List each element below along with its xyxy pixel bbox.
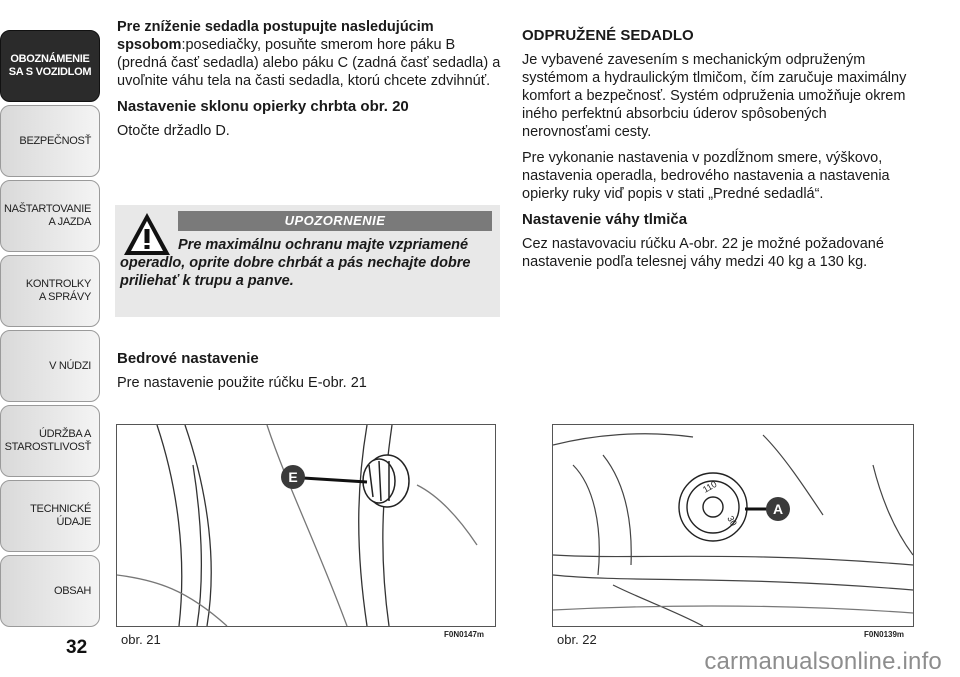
tab-label: NAŠTARTOVANIE A JAZDA (4, 203, 91, 228)
backrest-heading: Nastavenie sklonu opierky chrbta obr. 20 (117, 98, 409, 115)
tab-label: ÚDRŽBA A STAROSTLIVOSŤ (4, 428, 91, 453)
figure-22 (552, 424, 914, 627)
watermark-text: carmanualsonline.info (704, 648, 942, 675)
chapter-sidebar (0, 0, 102, 677)
lowering-lead: Pre zníženie sedadla postupujte nasledujúcim spsobom (117, 19, 434, 53)
lowering-paragraph (117, 18, 502, 90)
tab-v-nudzi[interactable] (0, 330, 100, 402)
right-column (522, 27, 912, 279)
figure-21 (116, 424, 496, 627)
lumbar-heading: Bedrové nastavenie (117, 350, 259, 367)
suspension-paragraph-2: Pre vykonanie nastavenia v pozdĺžnom smere, výškovo, nastavenia operadla, bedrového nastavenia a nastavenia opierky ruky viď popis v stati „Predné sedadlá“. (522, 150, 890, 202)
seat-suspension-illustration (553, 425, 913, 626)
left-column-top (117, 18, 502, 148)
tab-udrzba[interactable] (0, 405, 100, 477)
warning-text: Pre maximálnu ochranu majte vzpriamené operadlo, oprite dobre chrbát a pás nechajte dobre priliehať k trupu a panve. (120, 237, 471, 289)
marker-a: A (772, 501, 784, 517)
figure-21-caption: obr. 21 (121, 632, 161, 647)
seat-lumbar-illustration (117, 425, 495, 626)
dial-label-110: 110 (701, 478, 719, 495)
lowering-text: :posediačky, posuňte smerom hore páku B (predná časť sedadla) alebo páku C (zadná časť sedadla) a uvoľnite váhu tela na časti sedadla, ktorú chcete zdvihnúť. (117, 37, 501, 89)
page-number: 32 (66, 637, 88, 658)
tab-label: OBOZNÁMENIE SA S VOZIDLOM (8, 53, 92, 78)
tab-label: BEZPEČNOSŤ (19, 134, 91, 147)
figure-21-code: F0N0147m (444, 630, 485, 639)
warning-title: UPOZORNENIE (178, 211, 492, 231)
figure-22-caption: obr. 22 (557, 632, 597, 647)
weight-text: Cez nastavovaciu rúčku A-obr. 22 je možné požadované nastavenie podľa telesnej váhy medzi 40 kg a 130 kg. (522, 236, 884, 270)
figure-22-code: F0N0139m (864, 630, 905, 639)
weight-heading: Nastavenie váhy tlmiča (522, 211, 688, 228)
tab-kontrolky[interactable] (0, 255, 100, 327)
tab-label: KONTROLKY A SPRÁVY (25, 278, 91, 303)
lumbar-text: Pre nastavenie použite rúčku E-obr. 21 (117, 375, 367, 391)
lumbar-section (117, 350, 502, 400)
tab-label: TECHNICKÉ ÚDAJE (30, 503, 91, 528)
tab-label: V NÚDZI (49, 359, 91, 372)
tab-technicke[interactable] (0, 480, 100, 552)
suspension-paragraph-1: Je vybavené zavesením s mechanickým odpruženým systémom a hydraulickým tlmičom, čím zaručuje maximálny komfort a bezpečnosť. Systém odpruženia umožňuje okrem iného perfektnú absorbciu úderov spôsobených nerovnosťami cesty. (522, 52, 907, 140)
dial-label-30: 30 (725, 514, 739, 528)
marker-e: E (288, 469, 298, 485)
tab-nastartovanie[interactable] (0, 180, 100, 252)
backrest-text: Otočte držadlo D. (117, 123, 230, 139)
tab-label: OBSAH (53, 584, 91, 597)
tab-obsah[interactable] (0, 555, 100, 627)
tab-oboznamenie[interactable] (0, 30, 100, 102)
suspension-heading: ODPRUŽENÉ SEDADLO (522, 27, 694, 44)
tab-bezpecnost[interactable] (0, 105, 100, 177)
